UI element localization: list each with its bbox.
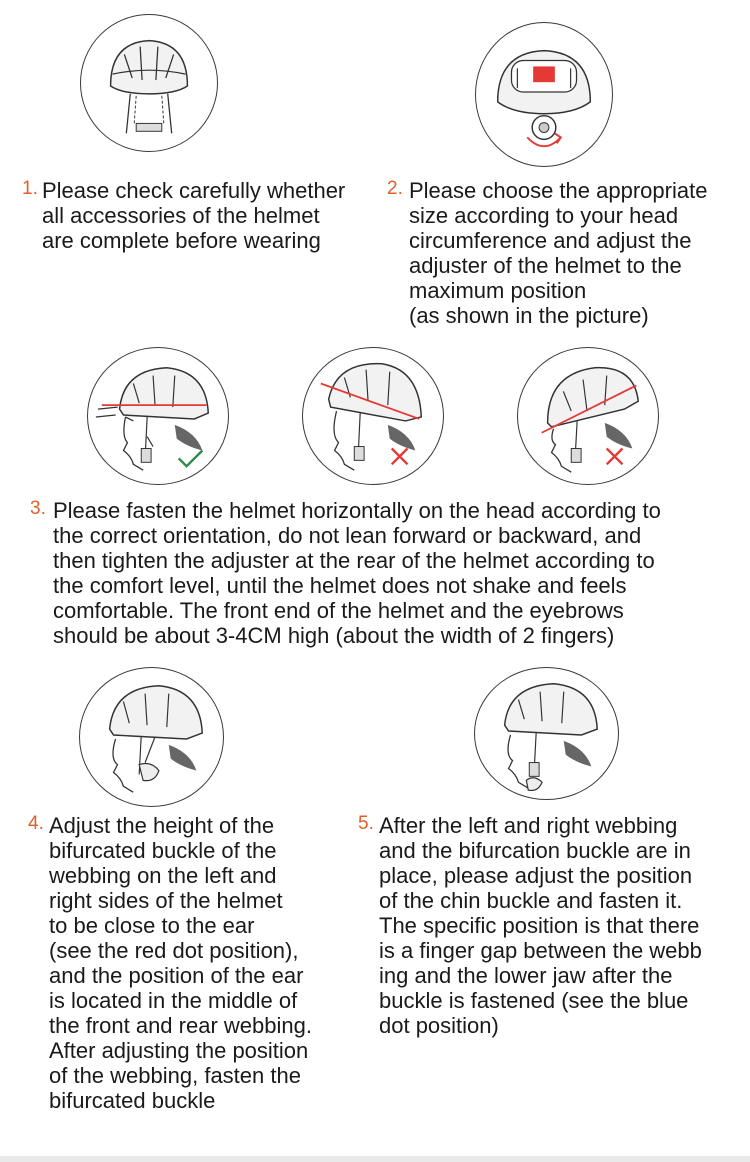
step-text: Please check carefully whether all accessories of the helmet are complete before wearing (42, 178, 346, 253)
step-1 (22, 178, 372, 253)
correct-position-illustration (87, 347, 229, 485)
cross-icon (392, 449, 408, 465)
step-number: 5. (358, 813, 374, 834)
step-5 (358, 813, 742, 1038)
step-text: Please fasten the helmet horizontally on the head according to the correct orientation, do not lean forward or backward, and then tighten the adjuster at the rear of the helmet according to the comfort level, until the helmet does not shake and feels comfortable. The front end of the helmet and the eyebrows should be about 3-4CM high (about the width of 2 fingers) (53, 498, 661, 648)
step-4 (28, 813, 358, 1113)
tilted-forward-illustration (517, 347, 659, 485)
bottom-divider (0, 1156, 750, 1162)
step-2 (387, 178, 742, 328)
cross-icon (607, 449, 623, 465)
side-buckle-illustration (79, 667, 224, 807)
helmet-accessories-illustration (80, 14, 218, 152)
tilted-back-illustration (302, 347, 444, 485)
step-text: After the left and right webbing and the bifurcation buckle are in place, please adjust the position of the chin buckle and fasten it. The specific position is that there is a finger gap between the webb ing and the lower jaw after the buckle is fastened (see the blue dot position) (379, 813, 702, 1038)
step-text: Adjust the height of the bifurcated buckle of the webbing on the left and right sides of the helmet to be close to the ear (see the red dot position), and the position of the ear is located in the middle of the front and rear webbing. After adjusting the position of the webbing, fasten the bifurcated buckle (49, 813, 312, 1113)
step-number: 4. (28, 813, 44, 834)
step-number: 1. (22, 178, 38, 199)
helmet-adjuster-illustration (475, 22, 613, 167)
step-number: 2. (387, 178, 403, 199)
step-text: Please choose the appropriate size according to your head circumference and adjust the adjuster of the helmet to the maximum position (as shown in the picture) (409, 178, 708, 328)
step-3 (30, 498, 742, 648)
check-icon (179, 450, 203, 466)
chin-buckle-illustration (474, 667, 619, 800)
step-number: 3. (30, 498, 46, 519)
